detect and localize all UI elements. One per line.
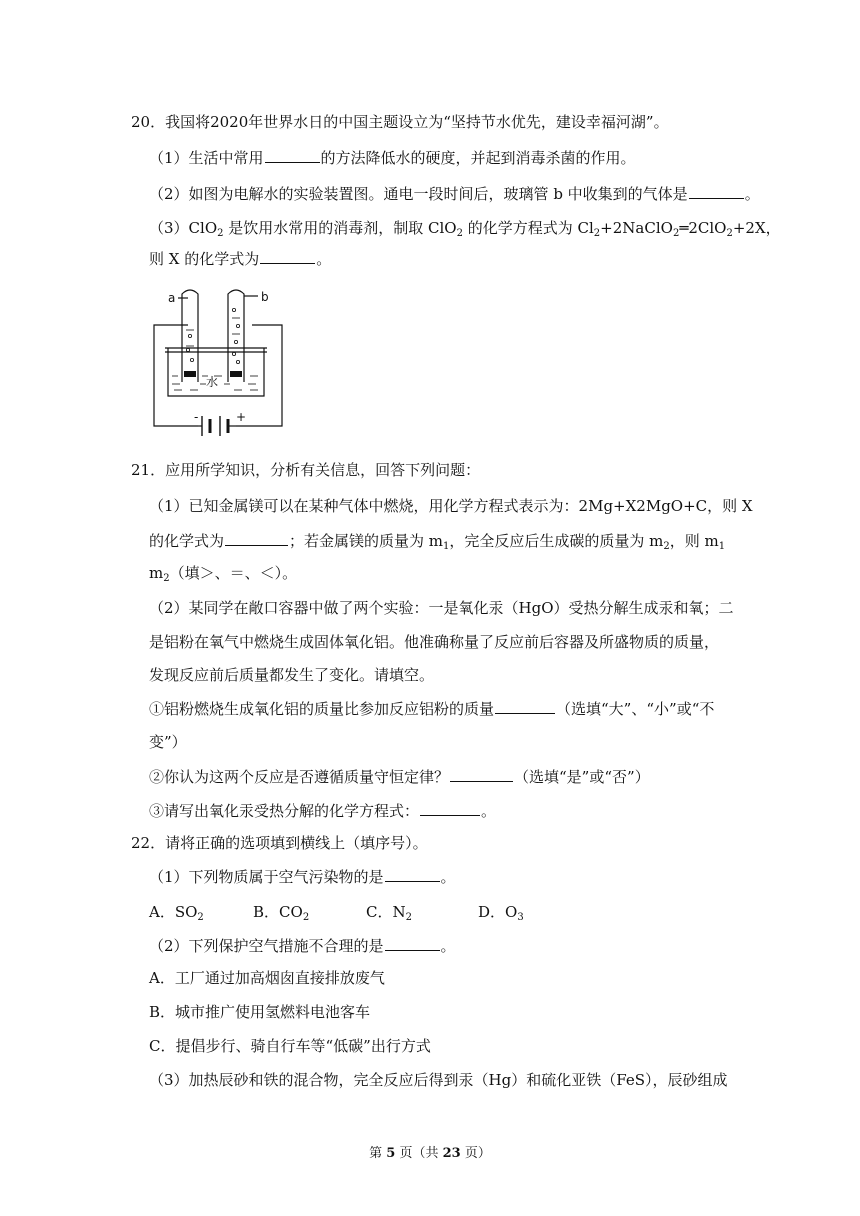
- q21-item2: [149, 766, 650, 787]
- q20-part1: [149, 147, 636, 168]
- q21-part1-text: m: [149, 564, 164, 582]
- label-a: a: [168, 291, 176, 305]
- q21-item1-text: ①铝粉燃烧生成氧化铝的质量比参加反应铝粉的质量: [149, 700, 495, 718]
- subscript: 2: [405, 912, 412, 923]
- page-number: 5: [386, 1146, 396, 1161]
- q22-part1-end: 。: [440, 868, 456, 886]
- label-water: 水: [206, 375, 219, 389]
- q20-part2-text: （2）如图为电解水的实验装置图。通电一段时间后，玻璃管 b 中收集到的气体是: [149, 185, 688, 203]
- q21-part1-cont: [149, 530, 725, 551]
- label-plus: +: [236, 410, 247, 424]
- q22-option-d: [478, 902, 524, 922]
- q21-part1: （1）已知金属镁可以在某种气体中燃烧，用化学方程式表示为：2Mg+X2MgO+C，则 X: [149, 497, 753, 515]
- q21-item2-text-2: （选填“是”或“否”）: [514, 768, 650, 786]
- tube-a: [182, 290, 198, 382]
- q20-part3-text: 的化学方程式为 Cl: [462, 219, 594, 237]
- q20-part3-text: +2X，: [732, 219, 781, 237]
- q22-part2-text: （2）下列保护空气措施不合理的是: [149, 937, 384, 955]
- answer-blank[interactable]: [450, 766, 513, 782]
- q20-part3-text: ═2ClO: [679, 219, 727, 237]
- subscript: 2: [593, 228, 601, 239]
- q20-part1-text: （1）生活中常用: [149, 149, 264, 167]
- q21-stem: 21．应用所学知识，分析有关信息，回答下列问题：: [131, 461, 481, 479]
- q21-item2-text: ②你认为这两个反应是否遵循质量守恒定律？: [149, 768, 450, 786]
- q22-part2: [149, 935, 456, 956]
- tube-b: [228, 290, 244, 382]
- q20-part3-text: 是饮用水常用的消毒剂，制取 ClO: [223, 219, 457, 237]
- footer-text: 第: [369, 1146, 387, 1161]
- page-footer: [0, 1142, 860, 1161]
- answer-blank[interactable]: [265, 147, 320, 163]
- q22-part1-text: （1）下列物质属于空气污染物的是: [149, 868, 384, 886]
- q21-item1-cont: 变”）: [149, 733, 187, 751]
- subscript: 2: [163, 573, 170, 584]
- answer-blank[interactable]: [225, 530, 288, 546]
- option-d-text: D．O: [478, 903, 518, 921]
- electrolysis-diagram: [150, 280, 290, 446]
- q21-part1-text: 的化学式为: [149, 532, 225, 550]
- q20-part3-text: +2NaClO: [600, 219, 673, 237]
- q21-item1: [149, 698, 714, 719]
- q21-part2-line3: 发现反应前后质量都发生了变化。请填空。: [149, 666, 435, 684]
- q21-part2-line2: 是铝粉在氧气中燃烧生成固体氧化铝。他准确称量了反应前后容器及所盛物质的质量，: [149, 633, 720, 651]
- q21-item3: [149, 800, 496, 821]
- q22-part1: [149, 866, 456, 887]
- subscript: 2: [197, 912, 204, 923]
- q20-stem: 20．我国将2020年世界水日的中国主题设立为“坚持节水优先，建设幸福河湖”。: [131, 113, 669, 131]
- q22-part2-option-c: C．提倡步行、骑自行车等“低碳”出行方式: [149, 1037, 431, 1055]
- q22-part2-option-b: B．城市推广使用氢燃料电池客车: [149, 1003, 371, 1021]
- subscript: 2: [217, 228, 224, 239]
- q20-part3-text: （3）ClO: [149, 219, 218, 237]
- q21-item3-text: ③请写出氧化汞受热分解的化学方程式：: [149, 802, 420, 820]
- label-minus: -: [194, 410, 199, 424]
- q21-part1-text: ；若金属镁的质量为 m: [289, 532, 444, 550]
- electrode-a: [184, 371, 196, 377]
- q21-part1-text: （填＞、＝、＜）。: [169, 564, 298, 582]
- answer-blank[interactable]: [420, 800, 480, 816]
- label-b: b: [261, 290, 269, 304]
- q22-stem: 22．请将正确的选项填到横线上（填序号）。: [131, 834, 428, 852]
- q22-part2-option-a: A．工厂通过加高烟囱直接排放废气: [149, 969, 385, 987]
- q22-option-c: [366, 902, 412, 922]
- q22-option-a: [149, 902, 204, 922]
- subscript: 1: [443, 541, 450, 552]
- q20-part3: [149, 218, 781, 238]
- subscript: 2: [663, 541, 670, 552]
- q21-item1-text-2: （选填“大”、“小”或“不: [556, 700, 715, 718]
- answer-blank[interactable]: [260, 248, 315, 264]
- q21-part1-text: ，则 m: [669, 532, 719, 550]
- q22-option-b: [253, 902, 309, 922]
- answer-blank[interactable]: [495, 698, 555, 714]
- footer-text: 页（共: [395, 1146, 443, 1161]
- option-b-text: B．CO: [253, 903, 303, 921]
- page-total: 23: [442, 1146, 461, 1161]
- q20-part2-end: 。: [744, 185, 760, 203]
- subscript: 2: [302, 912, 310, 923]
- q20-part3-text: 则 X 的化学式为: [149, 250, 260, 268]
- q21-item3-end: 。: [481, 802, 497, 820]
- subscript: 2: [456, 228, 463, 239]
- answer-blank[interactable]: [689, 183, 744, 199]
- q22-part2-end: 。: [440, 937, 456, 955]
- option-a-text: A．SO: [149, 903, 198, 921]
- electrode-b: [230, 371, 242, 377]
- q21-part1-text: ，完全反应后生成碳的质量为 m: [449, 532, 664, 550]
- option-c-text: C．N: [366, 903, 406, 921]
- q22-part3: （3）加热辰砂和铁的混合物，完全反应后得到汞（Hg）和硫化亚铁（FeS），辰砂组成: [149, 1071, 728, 1089]
- answer-blank[interactable]: [385, 866, 440, 882]
- answer-blank[interactable]: [385, 935, 440, 951]
- subscript: 1: [718, 541, 726, 552]
- q20-part1-text-2: 的方法降低水的硬度，并起到消毒杀菌的作用。: [320, 149, 636, 167]
- q20-part3-end: 。: [316, 250, 332, 268]
- subscript: 3: [517, 912, 524, 923]
- footer-text: 页）: [460, 1146, 491, 1161]
- q20-part3-cont: [149, 248, 331, 269]
- subscript: 2: [726, 228, 733, 239]
- q21-part2-line1: （2）某同学在敞口容器中做了两个实验：一是氧化汞（HgO）受热分解生成汞和氧；二: [149, 599, 734, 617]
- subscript: 2: [672, 228, 680, 239]
- q20-part2: [149, 183, 760, 204]
- q21-part1-cont2: [149, 563, 297, 583]
